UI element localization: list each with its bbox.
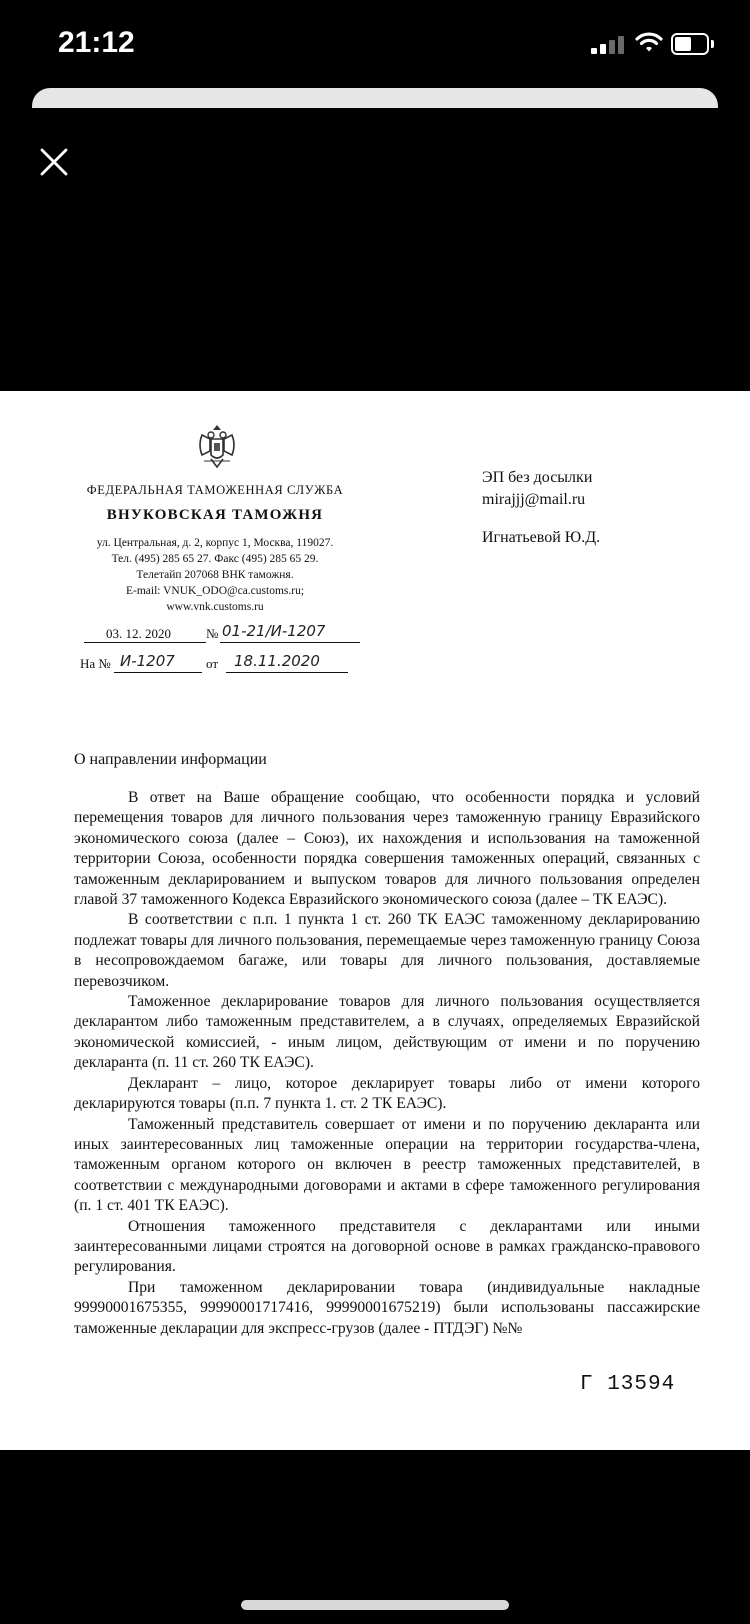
close-icon[interactable] (34, 142, 74, 182)
customs-office-name: ВНУКОВСКАЯ ТАМОЖНЯ (106, 507, 324, 523)
recipient-email: mirajjj@mail.ru (482, 491, 586, 508)
reference-label: На № (80, 656, 111, 671)
paragraph: Декларант – лицо, которое декларирует товары либо от имени которого декларируются товары (п.п. 7 пункта 1. ст. 2 ТК ЕАЭС). (74, 1074, 700, 1113)
paragraph: Отношения таможенного представителя с декларантами или иными заинтересованными лицами строятся на договорной основе в рамках гражданско-правового регулирования. (74, 1217, 700, 1276)
document-serial-number: Г 13594 (580, 1373, 676, 1396)
paragraph: Таможенный представитель совершает от имени и по поручению декларанта или иных заинтересованных лиц таможенные операции на территории государства-члена, таможенным органом которого он включен в реестр таможенных представителей, в соответствии с международными договорами и актами в сфере таможенного регулирования (п. 1 ст. 401 ТК ЕАЭС). (74, 1115, 700, 1215)
letter-subject: О направлении информации (74, 751, 267, 768)
delivery-note: ЭП без досылки (482, 469, 593, 486)
coat-of-arms-icon (192, 421, 242, 473)
address-block (60, 535, 370, 615)
email-line: E-mail: VNUK_ODO@ca.customs.ru; (125, 585, 305, 597)
cellular-signal-icon (591, 34, 627, 54)
outgoing-number-label: № (206, 626, 219, 641)
document-page[interactable] (0, 391, 750, 1450)
paragraph: При таможенном декларировании товара (индивидуальные накладные 99990001675355, 99990001717416, 99990001675219) были использованы пассажирские таможенные декларации для экспресс-грузов (далее - ПТДЭГ) №№ (74, 1278, 700, 1337)
reference-number: И-1207 (120, 652, 175, 670)
status-time: 21:12 (58, 26, 135, 59)
phone-line: Тел. (495) 285 65 27. Факс (495) 285 65 29. (111, 553, 319, 565)
outgoing-date (106, 626, 171, 642)
recipient-name: Игнатьевой Ю.Д. (482, 529, 601, 546)
status-bar (0, 0, 750, 90)
paragraph: В соответствии с п.п. 1 пункта 1 ст. 260 ТК ЕАЭС таможенному декларированию подлежат товары для личного пользования, перемещаемые через таможенную границу Союза в несопровождаемом багаже, или товары для личного пользования, доставляемые перевозчиком. (74, 911, 700, 990)
outgoing-number: 01-21/И-1207 (222, 622, 326, 640)
wifi-icon (635, 30, 663, 54)
letter-body (74, 788, 700, 1339)
outgoing-date-value: 03. 12. 2020 (106, 626, 171, 641)
paragraph: В ответ на Ваше обращение сообщаю, что особенности порядка и условий перемещения товаров для личного пользования через таможенную границу Евразийского экономического союза (далее – Союз), их нахождения и использования на таможенной территории Союза, особенности порядка совершения таможенных операций, связанных с таможенным декларированием и выпуском товаров для личного пользования определен главой 37 таможенного Кодекса Евразийского экономического союза (далее – ТК ЕАЭС). (74, 789, 700, 909)
reference-date: 18.11.2020 (234, 652, 320, 670)
home-indicator[interactable] (241, 1600, 509, 1610)
reference-from-label: от (206, 656, 219, 671)
address-line: ул. Центральная, д. 2, корпус 1, Москва, 119027. (96, 537, 334, 549)
battery-icon (671, 33, 715, 57)
website-line: www.vnk.customs.ru (166, 601, 264, 613)
teletype-line: Телетайп 207068 ВНК таможня. (136, 569, 294, 581)
federal-service-name: ФЕДЕРАЛЬНАЯ ТАМОЖЕННАЯ СЛУЖБА (86, 483, 344, 497)
paragraph: Таможенное декларирование товаров для личного пользования осуществляется декларантом либо таможенным представителем, а в случаях, определяемых Евразийской экономической комиссией, - иным лицом, действующим от имени и по поручению декларанта (п. 11 ст. 260 ТК ЕАЭС). (74, 993, 700, 1072)
